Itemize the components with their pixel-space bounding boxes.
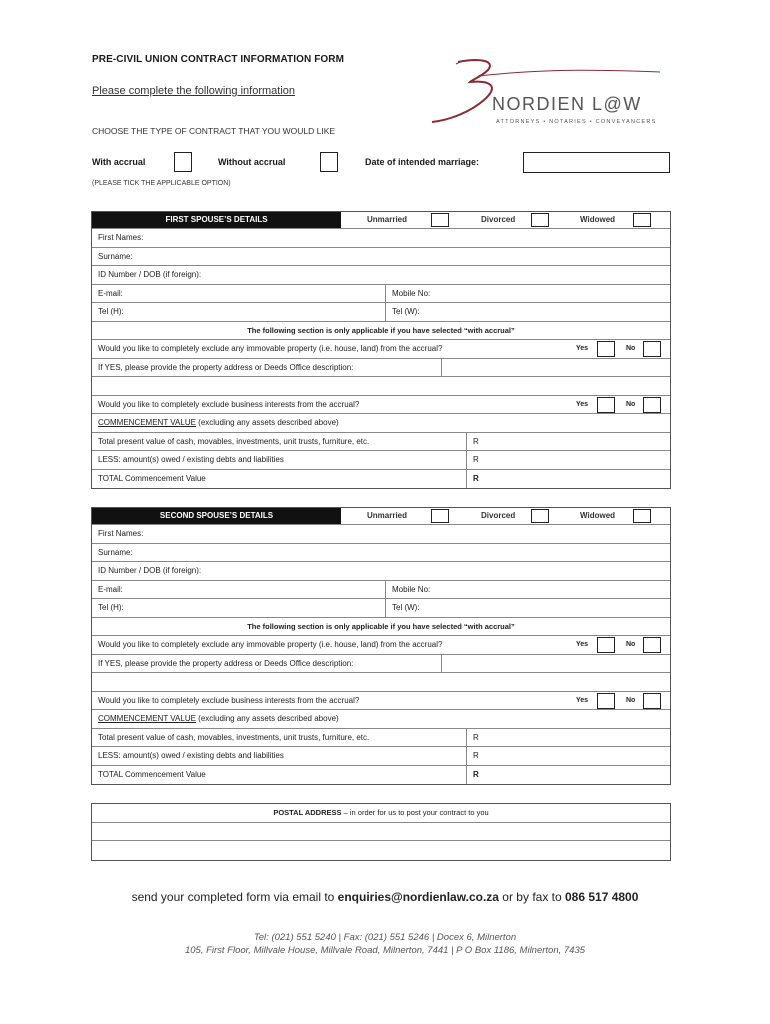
unmarried-label: Unmarried — [367, 215, 408, 224]
no-label: No — [626, 641, 636, 648]
tel-row[interactable] — [92, 599, 670, 618]
total-commencement-label: TOTAL Commencement Value — [98, 473, 206, 483]
total-present-input[interactable] — [466, 729, 670, 747]
rand-symbol: R — [473, 732, 479, 742]
no-label: No — [626, 696, 636, 704]
less-debts-input[interactable] — [466, 747, 670, 765]
accrual-note: The following section is only applicable if you have selected “with accrual” — [92, 322, 670, 341]
without-accrual-label: Without accrual — [218, 157, 286, 167]
property-description-input[interactable] — [441, 359, 670, 377]
contract-type-instruction: CHOOSE THE TYPE OF CONTRACT THAT YOU WOULD LIKE — [92, 126, 336, 136]
widowed-checkbox[interactable] — [633, 509, 651, 523]
commencement-heading — [92, 414, 670, 433]
first-names-label: First Names: — [98, 529, 144, 538]
unmarried-checkbox[interactable] — [431, 213, 449, 227]
second-spouse-title: SECOND SPOUSE’S DETAILS — [92, 508, 341, 524]
send-instructions — [0, 890, 770, 904]
send-prefix: send your completed form via email to — [131, 890, 338, 904]
email-row[interactable] — [92, 285, 670, 304]
property-description-row[interactable] — [92, 655, 670, 674]
commencement-note: (excluding any assets described above) — [195, 714, 339, 723]
yes-label: Yes — [576, 345, 589, 352]
form-subtitle: Please complete the following information — [92, 85, 296, 97]
id-number-label: ID Number / DOB (if foreign): — [98, 566, 202, 575]
widowed-checkbox[interactable] — [633, 213, 651, 227]
total-present-row — [92, 433, 670, 452]
business-no-checkbox[interactable] — [643, 693, 661, 709]
property-description-row[interactable] — [92, 359, 670, 378]
widowed-label: Widowed — [580, 511, 616, 520]
exclude-business-question: Would you like to completely exclude business interests from the accrual? — [98, 399, 360, 409]
rand-symbol: R — [473, 769, 479, 779]
property-yes-checkbox[interactable] — [597, 341, 615, 357]
less-debts-row — [92, 451, 670, 470]
footer-contact: Tel: (021) 551 5240 | Fax: (021) 551 5246 | Docex 6, Milnerton — [253, 932, 517, 943]
exclude-property-row — [92, 340, 670, 359]
second-spouse-header — [92, 508, 670, 525]
rand-symbol: R — [473, 473, 479, 483]
less-debts-label: LESS: amount(s) owed / existing debts and liabilities — [98, 751, 284, 760]
no-label: No — [626, 400, 636, 408]
form-title: PRE-CIVIL UNION CONTRACT INFORMATION FORM — [92, 54, 345, 65]
id-number-field[interactable] — [92, 266, 670, 285]
first-spouse-title: FIRST SPOUSE’S DETAILS — [92, 212, 341, 228]
total-commencement-input[interactable] — [466, 470, 670, 489]
surname-field[interactable] — [92, 248, 670, 267]
email-label: E-mail: — [98, 584, 123, 594]
mobile-field[interactable] — [385, 581, 670, 599]
exclude-business-row — [92, 692, 670, 711]
commencement-heading — [92, 710, 670, 729]
less-debts-input[interactable] — [466, 451, 670, 469]
total-present-label: Total present value of cash, movables, investments, unit trusts, furniture, etc. — [98, 732, 370, 742]
tel-home-label: Tel (H): — [98, 307, 124, 316]
id-number-label: ID Number / DOB (if foreign): — [98, 270, 202, 279]
postal-address-heading — [92, 804, 670, 823]
fax-number: 086 517 4800 — [565, 890, 639, 904]
mobile-label: Mobile No: — [392, 288, 431, 298]
postal-address-note: – in order for us to post your contract to you — [341, 808, 489, 817]
business-yes-checkbox[interactable] — [597, 397, 615, 413]
surname-label: Surname: — [98, 251, 133, 261]
tel-work-field[interactable] — [385, 303, 670, 321]
business-yes-checkbox[interactable] — [597, 693, 615, 709]
widowed-label: Widowed — [580, 215, 616, 224]
tick-note: (PLEASE TICK THE APPLICABLE OPTION) — [92, 180, 231, 187]
yes-label: Yes — [576, 696, 589, 704]
rand-symbol: R — [473, 455, 479, 464]
unmarried-label: Unmarried — [367, 511, 408, 520]
property-no-checkbox[interactable] — [643, 341, 661, 357]
tel-home-label: Tel (H): — [98, 603, 124, 612]
email-row[interactable] — [92, 581, 670, 600]
tel-work-label: Tel (W): — [392, 603, 420, 612]
tel-row[interactable] — [92, 303, 670, 322]
commencement-label: COMMENCEMENT VALUE — [98, 714, 196, 723]
rand-symbol: R — [473, 436, 479, 446]
property-description-line[interactable] — [92, 673, 670, 692]
without-accrual-checkbox[interactable] — [320, 152, 338, 172]
first-names-field[interactable] — [92, 525, 670, 544]
property-description-input[interactable] — [441, 655, 670, 673]
total-present-input[interactable] — [466, 433, 670, 451]
tel-work-label: Tel (W): — [392, 307, 420, 316]
total-commencement-row — [92, 470, 670, 489]
yes-label: Yes — [576, 641, 589, 648]
divorced-label: Divorced — [481, 215, 516, 224]
with-accrual-label: With accrual — [92, 157, 146, 167]
no-label: No — [626, 345, 636, 352]
less-debts-row — [92, 747, 670, 766]
yes-label: Yes — [576, 400, 589, 408]
surname-field[interactable] — [92, 544, 670, 563]
first-names-field[interactable] — [92, 229, 670, 248]
logo-tagline: ATTORNEYS • NOTARIES • CONVEYANCERS — [496, 119, 657, 125]
total-commencement-input[interactable] — [466, 766, 670, 785]
exclude-business-question: Would you like to completely exclude business interests from the accrual? — [98, 695, 360, 705]
property-yes-checkbox[interactable] — [597, 637, 615, 653]
unmarried-checkbox[interactable] — [431, 509, 449, 523]
total-present-row — [92, 729, 670, 748]
id-number-field[interactable] — [92, 562, 670, 581]
postal-address-section — [91, 803, 671, 861]
footer-address: 105, First Floor, Millvale House, Millvale Road, Milnerton, 7441 | P O Box 1186, Milnerton, 7435 — [184, 945, 586, 956]
rand-symbol: R — [473, 751, 479, 760]
mobile-label: Mobile No: — [392, 584, 431, 594]
postal-address-label: POSTAL ADDRESS — [273, 808, 342, 817]
surname-label: Surname: — [98, 547, 133, 557]
divorced-label: Divorced — [481, 511, 516, 520]
first-spouse-section — [91, 211, 671, 489]
email-label: E-mail: — [98, 288, 123, 298]
with-accrual-checkbox[interactable] — [174, 152, 192, 172]
accrual-note: The following section is only applicable if you have selected “with accrual” — [92, 618, 670, 637]
property-description-label: If YES, please provide the property address or Deeds Office description: — [98, 362, 354, 372]
date-of-marriage-label: Date of intended marriage: — [365, 157, 480, 167]
first-names-label: First Names: — [98, 233, 144, 242]
commencement-label: COMMENCEMENT VALUE — [98, 418, 196, 427]
postal-address-line-2[interactable] — [92, 841, 670, 860]
total-commencement-row — [92, 766, 670, 785]
postal-address-line-1[interactable] — [92, 823, 670, 842]
divorced-checkbox[interactable] — [531, 213, 549, 227]
mobile-field[interactable] — [385, 285, 670, 303]
date-of-marriage-input[interactable] — [523, 152, 670, 173]
tel-work-field[interactable] — [385, 599, 670, 617]
first-spouse-header — [92, 212, 670, 229]
divorced-checkbox[interactable] — [531, 509, 549, 523]
total-commencement-label: TOTAL Commencement Value — [98, 769, 206, 779]
property-description-line[interactable] — [92, 377, 670, 396]
exclude-property-question: Would you like to completely exclude any immovable property (i.e. house, land) from the accrual? — [98, 344, 443, 353]
total-present-label: Total present value of cash, movables, investments, unit trusts, furniture, etc. — [98, 436, 370, 446]
exclude-property-question: Would you like to completely exclude any immovable property (i.e. house, land) from the accrual? — [98, 640, 443, 649]
business-no-checkbox[interactable] — [643, 397, 661, 413]
property-no-checkbox[interactable] — [643, 637, 661, 653]
second-spouse-section — [91, 507, 671, 785]
logo-name: NORDIEN L@W — [492, 94, 642, 114]
property-description-label: If YES, please provide the property address or Deeds Office description: — [98, 658, 354, 668]
send-middle: or by fax to — [498, 890, 565, 904]
commencement-note: (excluding any assets described above) — [195, 418, 339, 427]
less-debts-label: LESS: amount(s) owed / existing debts and liabilities — [98, 455, 284, 464]
email-link[interactable]: enquiries@nordienlaw.co.za — [337, 890, 499, 904]
exclude-property-row — [92, 636, 670, 655]
exclude-business-row — [92, 396, 670, 415]
